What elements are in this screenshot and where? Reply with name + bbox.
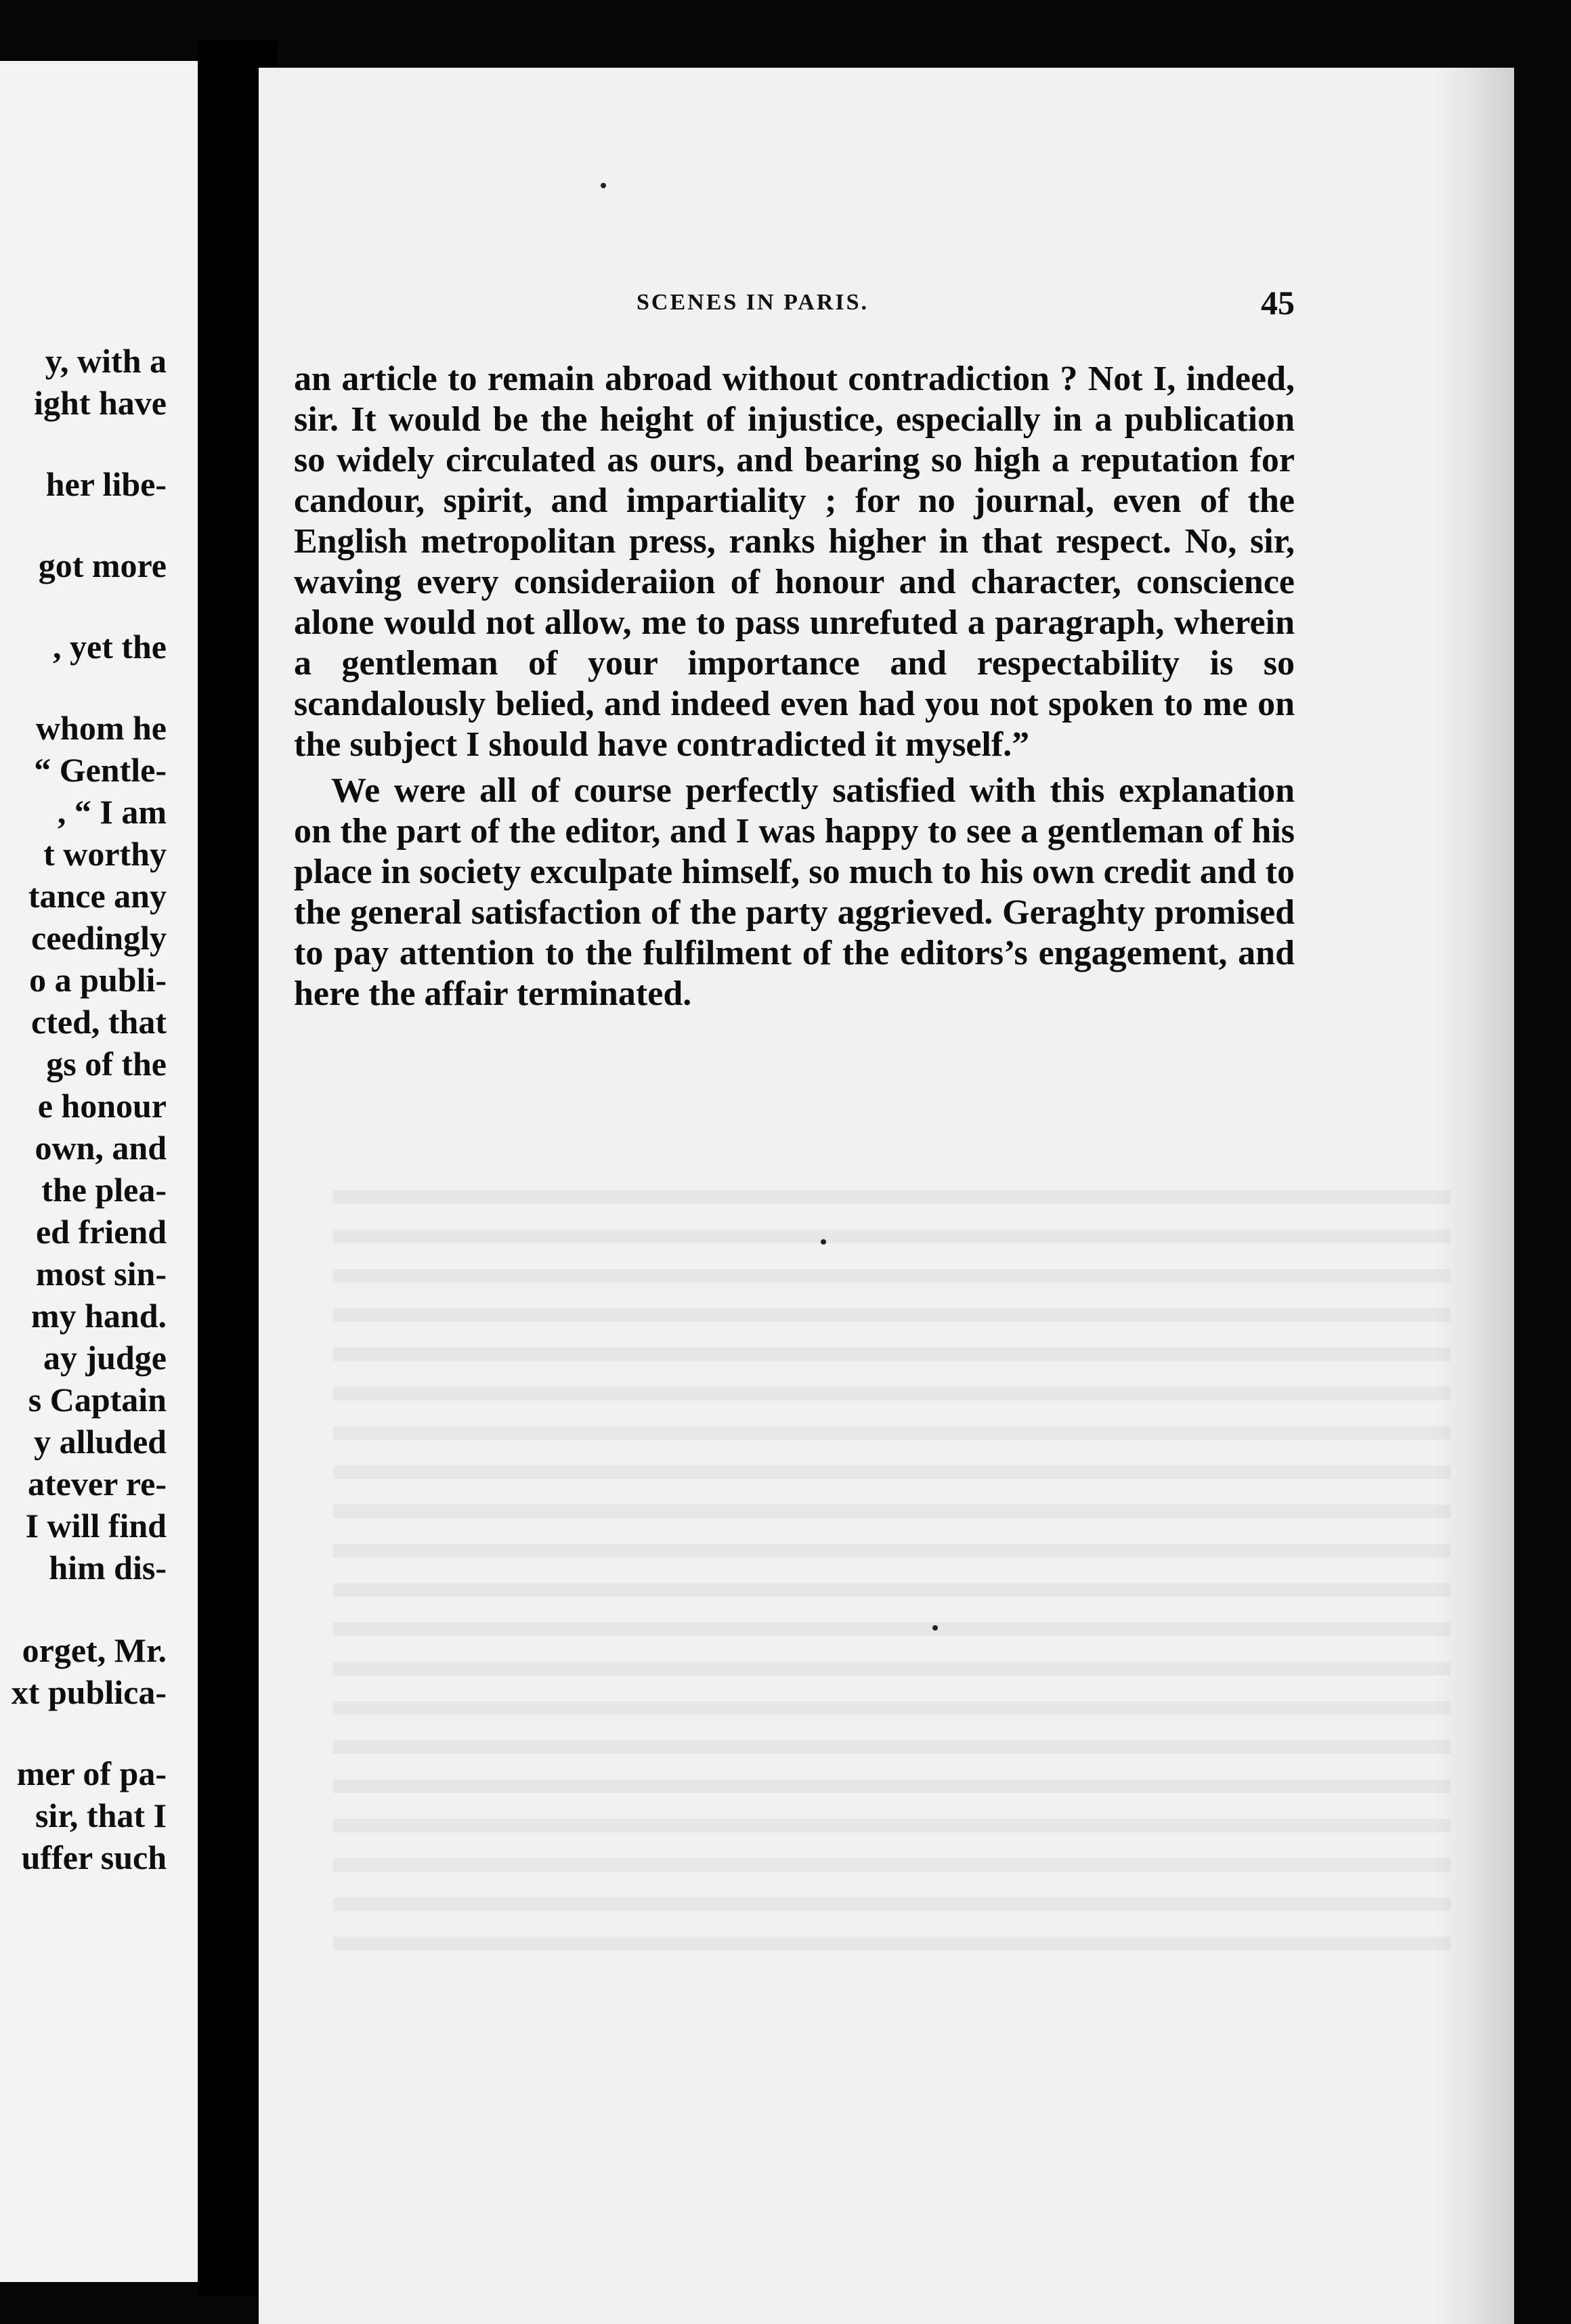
page-number: 45 [1261,284,1295,322]
left-page-line: him dis- [49,1549,167,1587]
left-page-line: most sin- [35,1255,167,1293]
speck [932,1625,938,1631]
left-page-line: got more [38,546,167,584]
page-edge-shading [1433,68,1514,2324]
paragraph-1: an article to remain abroad without contradiction ? Not I, indeed, sir. It would be the height of injustice, especially in a publication so widely circulated as ours, and bearing so high a reputation for candour, spirit, and impartiality ; for no journal, even of the English metropolitan press, ranks higher in that respect. No, sir, waving every consideraiion of honour and character, conscience alone would not allow, me to pass unrefuted a paragraph, wherein a gentleman of your importance and respectability is so scandalously belied, and indeed even had you not spoken to me on the subject I should have contradicted it myself.” [294,360,1295,764]
left-page-line: orget, Mr. [22,1631,167,1669]
right-page [259,68,1514,2324]
left-page-line: own, and [35,1129,167,1167]
left-page-line: sir, that I [35,1796,167,1834]
show-through-text [333,1165,1450,1957]
left-page-lines [0,61,198,2282]
paragraph-2: We were all of course perfectly satisfied with this explanation on the part of the editor, and I was happy to see a gentleman of his place in society exculpate himself, so much to his own credit and to the general satisfaction of the party aggrieved. Geraghty promised to pay attention to the fulfilment of the editors’s engagement, and here the affair terminated. [294,771,1295,1013]
left-page-line: t worthy [43,835,167,873]
running-title: SCENES IN PARIS. [637,290,869,315]
speck [601,183,606,188]
left-page-line: mer of pa- [16,1755,167,1792]
left-page-line: atever re- [28,1465,167,1503]
left-page-line: ay judge [43,1339,167,1377]
left-page-line: gs of the [46,1045,167,1083]
speck [821,1239,826,1245]
left-page-line: o a publi- [29,961,167,999]
left-page-line: , “ I am [57,793,167,831]
left-page-line: the plea- [41,1171,167,1209]
left-page-line: ceedingly [31,919,167,957]
left-page-line: ight have [34,384,167,422]
left-page-line: my hand. [30,1297,167,1335]
left-page-line: s Captain [28,1381,167,1419]
left-page-line: e honour [37,1087,167,1125]
left-page-line: uffer such [21,1838,167,1876]
left-page-line: , yet the [53,628,167,666]
page-header [259,283,1295,330]
left-page-line: “ Gentle- [34,751,167,789]
left-page-line: whom he [35,709,167,747]
left-page-line: cted, that [31,1003,167,1041]
left-page-line: xt publica- [11,1673,167,1711]
body-text [294,359,1295,1014]
left-page-line: y, with a [45,342,167,380]
left-page-line: y alluded [34,1423,167,1461]
left-page-line: tance any [28,877,167,915]
left-page-fragment [0,61,198,2282]
left-page-line: I will find [25,1507,167,1545]
left-page-line: ed friend [35,1213,167,1251]
left-page-line: her libe- [45,465,167,503]
